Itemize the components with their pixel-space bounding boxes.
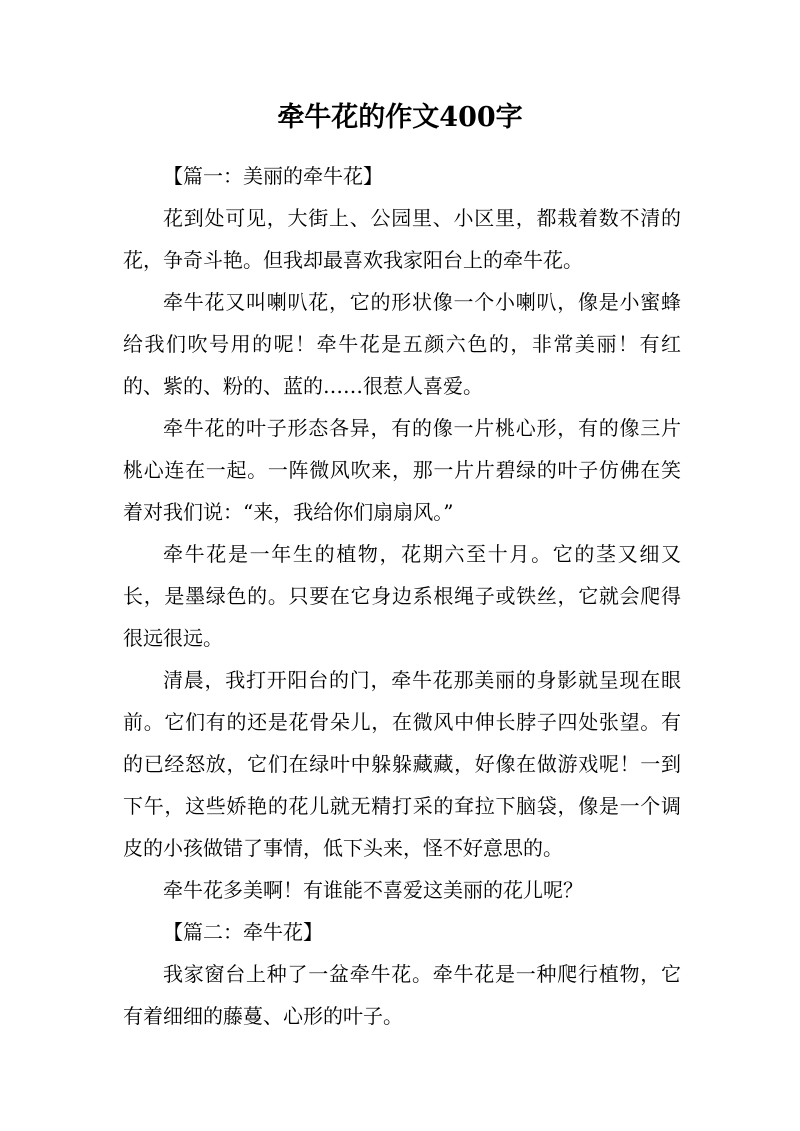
section-heading: 【篇二：牵牛花】 xyxy=(163,920,323,944)
paragraph: 我家窗台上种了一盆牵牛花。牵牛花是一种爬行植物，它有着细细的藤蔓、心形的叶子。 xyxy=(123,962,681,1028)
paragraph: 牵牛花的叶子形态各异，有的像一片桃心形，有的像三片桃心连在一起。一阵微风吹来，那一片片碧绿的叶子仿佛在笑着对我们说：“来，我给你们扇扇风。” xyxy=(123,416,681,524)
document-title: 牵牛花的作文400字 xyxy=(277,102,523,133)
document-body xyxy=(123,155,681,1037)
paragraph: 清晨，我打开阳台的门，牵牛花那美丽的身影就呈现在眼前。它们有的还是花骨朵儿，在微风中伸长脖子四处张望。有的已经怒放，它们在绿叶中躲躲藏藏，好像在做游戏呢！一到下午，这些娇艳的花儿就无精打采的耷拉下脑袋，像是一个调皮的小孩做错了事情，低下头来，怪不好意思的。 xyxy=(123,668,681,860)
paragraph: 牵牛花又叫喇叭花，它的形状像一个小喇叭，像是小蜜蜂给我们吹号用的呢！牵牛花是五颜六色的，非常美丽！有红的、紫的、粉的、蓝的……很惹人喜爱。 xyxy=(123,290,681,398)
paragraph: 牵牛花是一年生的植物，花期六至十月。它的茎又细又长，是墨绿色的。只要在它身边系根绳子或铁丝，它就会爬得很远很远。 xyxy=(123,542,681,650)
paragraph: 花到处可见，大街上、公园里、小区里，都栽着数不清的花，争奇斗艳。但我却最喜欢我家阳台上的牵牛花。 xyxy=(123,206,681,272)
section-heading: 【篇一：美丽的牵牛花】 xyxy=(163,164,383,188)
paragraph: 牵牛花多美啊！有谁能不喜爱这美丽的花儿呢？ xyxy=(163,878,583,902)
